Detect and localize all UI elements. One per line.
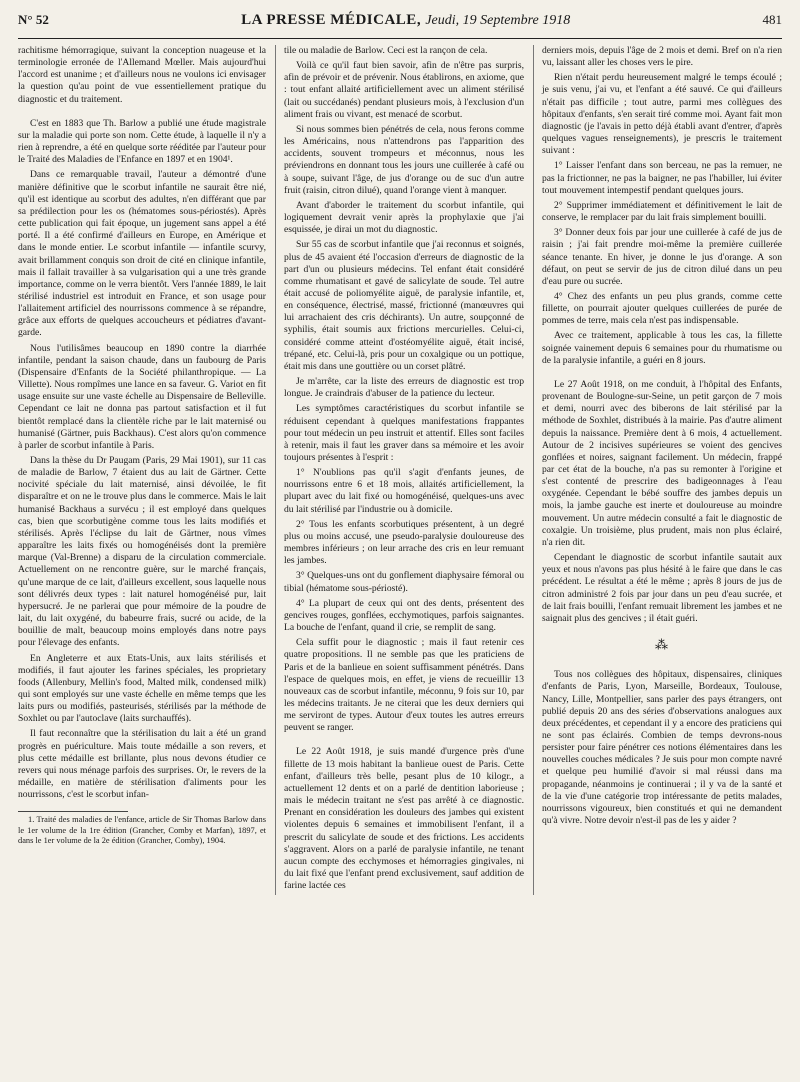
treatment-item: 4° Chez des enfants un peu plus grands, comme cette fillette, on pourrait ajouter quelques cuillerées de purée de pommes de terre, mais cela n'est pas indispensable. [542,290,782,327]
paragraph: Je m'arrête, car la liste des erreurs de diagnostic est trop longue. Je craindrais d'abuser de la patience du lecteur. [284,376,524,400]
section-separator: ⁂ [655,637,669,653]
paragraph: Le 22 Août 1918, je suis mandé d'urgence près d'une fillette de 13 mois habitant la banlieue ouest de Paris. Cette enfant, d'ailleurs très belle, pesant plus de 10 kilogr., a actuellement 12 dents et on a parlé de dentition laborieuse ; mais le médecin traitant ne s'est pas arrêté à ce diagnostic. Prenant en considération les douleurs des jambes qui existent violentes depuis 6 semaines et immobilisent l'enfant, il a prescrit du salicylate de soude et des frictions. Les accidents s'aggravent. Alors on a parlé de paralysie infantile, ne tenant aucun compte des ecchymoses et hémorragies gingivales, ni du lait fixé que l'enfant prend exclusivement, sauf addition de farine lactée ces [284,746,524,892]
paragraph: tile ou maladie de Barlow. Ceci est la rançon de cela. [284,45,488,56]
treatment-item: 2° Supprimer immédiatement et définitivement le lait de conserve, le remplacer par du lait frais simplement bouilli. [542,199,782,224]
symptom-item: 2° Tous les enfants scorbutiques présentent, à un degré plus ou moins accusé, une pseudo-paralysie douloureuse des membres inférieurs ; on leur arrache des cris en leur remuant les jambes. [284,518,524,567]
column-3 [533,45,782,895]
column-2 [275,45,524,895]
page-header [18,12,782,34]
footnote: 1. Traité des maladies de l'enfance, article de Sir Thomas Barlow dans le 1er volume de la 1re édition (Grancher, Comby et Marfan), 1897, et dans le 1er volume de la 2e édition (Grancher, Comby), 1904. [18,815,266,846]
article-columns [18,45,782,895]
paragraph: Nous l'utilisâmes beaucoup en 1890 contre la diarrhée infantile, pendant la saison chaude, dans un faubourg de Paris (Dispensaire d'Enfants de la Société philanthropique. — La Villette). Nous rompîmes une lance en sa faveur. G. Variot en fit usage ensuite sur une vaste échelle au Dispensaire de Belleville. Cependant ce lait ne donna pas partout satisfaction et il fut bientôt remplacé dans la clientèle riche par le lait maternisé ou humanisé (Gärtner, puis Backhaus). C'est alors qu'on commence à parler de scorbut infantile à Paris. [18,342,266,451]
paragraph: Dans ce remarquable travail, l'auteur a démontré d'une manière définitive que le scorbut infantile ne saurait être nié, qu'il est identique au scorbut des adultes, n'en différant que par sa prédilection pour les os (hématomes sous-périostés). Après cette publication qui fait époque, un jugement sans appel a été porté. Il a été confirmé d'ailleurs en Europe, en Amérique et dans le monde entier. Le scorbut infantile — infantile scurvy, avait brillamment conquis son droit de cité en clinique infantile, mais il fallait travailler à sa vulgarisation qui a une très grande importance, comme on le verra bientôt. Vers l'année 1889, le lait stérilisé industriel est introduit en France, et son usage pour l'allaitement artificiel des nourrissons commence à se répandre, grâce aux efforts de quelques accoucheurs et pédiatres d'avant-garde. [18,169,266,339]
paragraph: rachitisme hémorragique, suivant la conception nuageuse et la terminologie erronée de l'Allemand Mœller. Mais aujourd'hui l'accord est unanime ; et d'ailleurs nous ne voulons ici envisager la question qu'au point de vue essentiellement pratique du diagnostic et du traitement. [18,45,266,105]
paragraph: C'est en 1883 que Th. Barlow a publié une étude magistrale sur la maladie qui porte son nom. Cette étude, à laquelle il n'y a rien à reprendre, a été en quelque sorte rééditée par l'auteur pour le Traité des Maladies de l'Enfance en 1897 et en 1904¹. [18,117,266,166]
journal-title [241,12,570,29]
column-1 [18,45,266,895]
paragraph: Tous nos collègues des hôpitaux, dispensaires, cliniques d'enfants de Paris, Lyon, Marseille, Bordeaux, Toulouse, Nancy, Lille, Montpellier, sans parler des pays étrangers, ont publié depuis 20 ans des séries d'observations analogues aux deux précédentes, et cependant il y a encore des praticiens qui ne sont pas éclairés. Combien de temps devrons-nous persister pour faire pénétrer ces notions élémentaires dans les nouvelles couches médicales ? Je suis pour mon compte navré et quelque peu humilié d'avoir si mal réussi dans ma propagande, néanmoins je continuerai ; il y va de la santé et de la vie d'une catégorie trop intéressante de petits malades, nourrissons vigoureux, bien constitués et qui ne demandent qu'à vivre. Notre devoir n'est-il pas de les y aider ? [542,669,782,827]
paragraph: derniers mois, depuis l'âge de 2 mois et demi. Bref on n'a rien vu, laissant aller les choses vers le pire. [542,45,782,69]
symptom-item: 1° N'oublions pas qu'il s'agit d'enfants jeunes, de nourrissons entre 6 et 18 mois, allaités artificiellement, la plupart avec du lait fixé ou homogénéisé, quelques-uns avec du lait stérilisé par l'industrie ou à domicile. [284,467,524,515]
treatment-item: 3° Donner deux fois par jour une cuillerée à café de jus de raisin ; j'ai fait prendre moi-même la première cuillerée séance tenante. En hiver, je donne le jus d'orange. A son défaut, on peut se servir de jus de citron dilué dans un peu d'eau pure ou sucrée. [542,227,782,287]
paragraph: Cependant le diagnostic de scorbut infantile sautait aux yeux et nous n'avons pas plus hésité à le faire que dans le cas précédent. Le résultat a été le même ; après 8 jours de jus de citron administré 2 fois par jour dans un peu d'eau sucrée, et de lait frais bouilli, l'enfant remuait librement les jambes et ne saignait plus des gencives ; il était guéri. [542,552,782,624]
paragraph: En Angleterre et aux Etats-Unis, aux laits stérilisés et modifiés, il faut ajouter les farines spéciales, les proprietary foods (Allenbury, Mellin's food, Malted milk, condensed milk) qui sont employés sur une vaste échelle en même temps que les laits purs ou modifiés, pasteurisés, stérilisés par la méthode de Soxhlet ou par l'autoclave (laits surchauffés). [18,652,266,725]
page-number: 481 [762,12,782,27]
paragraph: Il faut reconnaître que la stérilisation du lait a été un grand progrès en puériculture. Mais toute médaille a son revers, et plus cette médaille est brillante, plus nous devons étudier ce revers qui nous ménage parfois des surprises. Or, le revers de la médaille, en matière de stérilisation d'aliments pour les nourrissons, c'est le scorbut infan- [18,728,266,801]
symptom-item: 4° La plupart de ceux qui ont des dents, présentent des gencives rouges, gonflées, ecchymotiques, parfois saignantes. La bouche de l'enfant, quand il crie, se remplit de sang. [284,597,524,634]
paragraph: Sur 55 cas de scorbut infantile que j'ai reconnus et soignés, plus de 45 avaient été l'occasion d'erreurs de diagnostic de la part d'un ou plusieurs médecins. Tel enfant était considéré comme rhumatisant et gavé de salicylate de soude. Tel autre était accusé de poliomyélite aiguë, de paralysie infantile, et, en conséquence, électrisé, massé, frictionné (manœuvres qui lui arrachaient des cris déchirants). Un autre, soupçonné de syphilis, était soumis aux frictions mercurielles. Celui-ci, considéré comme atteint d'ostéomyélite aiguë, était incisé, trépané, etc. Celui-là, pris pour un coxalgique ou un pottique, était mis dans une gouttière ou un corset plâtré. [284,239,524,372]
footnote-rule [18,811,128,812]
paragraph: Si nous sommes bien pénétrés de cela, nous ferons comme les Américains, nous n'attendrons pas l'apparition des accidents, souvent trompeurs et méconnus, nous les préviendrons en donnant tous les jours une cuillerée à café ou à soupe, suivant l'âge, de jus d'orange ou de suc d'un autre fruit (raisin, citron dilué), quand l'orange vient à manquer. [284,123,524,196]
symptom-item: 3° Quelques-uns ont du gonflement diaphysaire fémoral ou tibial (hématome sous-périosté). [284,570,524,594]
paragraph: Le 27 Août 1918, on me conduit, à l'hôpital des Enfants, provenant de Boulogne-sur-Seine, un petit garçon de 7 mois et demi, nourri avec des biberons de lait stérilisé par la méthode de Soxhlet, distribués à la mairie. Pas d'autre aliment depuis la naissance. Première dent à 6 mois, 4 actuellement. Autour de 2 incisives supérieures se voient des gencives gonflées et noires, saignant facilement. Un médecin, frappé par cet état de la bouche, n'a pas su remonter à l'origine et s'est contenté de prescrire des badigeonnages à l'eau oxygénée. Cependant le bébé souffre des jambes depuis un mois, la jambe gauche est inerte et douloureuse au moindre mouvement. Un autre médecin consulté a fait le diagnostic de coxalgie. Un troisième, plus prudent, mais non plus éclairé, n'a rien dit. [542,378,782,548]
issue-date: Jeudi, 19 Septembre 1918 [425,13,571,28]
paragraph: Avant d'aborder le traitement du scorbut infantile, qui logiquement devrait venir après la prophylaxie que j'ai esquissée, je dirai un mot du diagnostic. [284,199,524,236]
issue-number: N° 52 [18,12,49,27]
treatment-item: 1° Laisser l'enfant dans son berceau, ne pas la remuer, ne pas la frictionner, ne pas la baigner, ne pas l'habiller, lui éviter tout mouvement intempestif pendant quelques jours. [542,160,782,196]
paragraph: Rien n'était perdu heureusement malgré le temps écoulé ; je suis venu, j'ai vu, et l'enfant a été sauvé. Ce qui d'ailleurs n'était pas difficile ; tout autre, parmi mes collègues des hôpitaux d'enfants, s'en serait tiré comme moi. Ayant fait mon diagnostic (je l'avais in petto déjà établi avant d'entrer, d'après quelques vagues renseignements), je prescris le traitement suivant : [542,72,782,157]
journal-name: LA PRESSE MÉDICALE, [241,12,422,28]
paragraph: Voilà ce qu'il faut bien savoir, afin de n'être pas surpris, afin de prévoir et de prévenir. Nous établirons, en axiome, que : tout enfant allaité artificiellement avec un aliment stérilisé (lait ou succédanés) pendant plusieurs mois, à l'exclusion d'un aliment frais ou vivant, est menacé de scorbut. [284,60,524,120]
paragraph: Cela suffit pour le diagnostic ; mais il faut retenir ces quatre propositions. Il ne semble pas que les praticiens de Paris et de la banlieue en soient suffisamment pénétrés. Dans l'espace de quelques mois, en effet, je viens de recueillir 13 nouveaux cas de scorbut infantile, méconnu, 9 fois sur 10, par les médecins traitants. Je ne citerai que les deux derniers qui me serviront de types. Autour d'eux toutes les autres erreurs peuvent se ranger. [284,637,524,734]
paragraph: Dans la thèse du Dr Paugam (Paris, 29 Mai 1901), sur 11 cas de maladie de Barlow, 7 étaient dus au lait de Gärtner. Cette nocivité spéciale du lait maternisé, ainsi dévoilée, le fit disparaître et on ne le trouve plus dans le commerce. Mais le lait humanisé Backhaus a survécu ; il est employé dans quelques cas, bien que scorbutigène comme tous les laits modifiés et stérilisés. Après l'éclipse du lait de Gärtner, nous vîmes apparaître les laits fixés ou homogénéisés dont la première marque (Val-Brenne) a disparu de la circulation commerciale. Actuellement on ne rencontre guère, sur le marché français, qu'une marque de ce lait, d'ailleurs excellent, sous laquelle nous sont délivrés deux types : lait naturel homogénéisé pur, lait hypersucré. Je ne parlerai que pour mémoire de la poudre de lait, du lait oxygéné, du babeurre frais, sucré ou acide, de la bouillie de malt, beaucoup moins employés dans notre pays pour l'élevage des enfants. [18,455,266,649]
paragraph: Avec ce traitement, applicable à tous les cas, la fillette soignée vainement depuis 6 semaines pour du rhumatisme ou de la paralysie infantile, a guéri en 8 jours. [542,330,782,366]
header-rule [18,38,782,39]
paragraph: Les symptômes caractéristiques du scorbut infantile se réduisent cependant à quelques manifestations frappantes pour tout médecin un peu instruit et attentif. Elles sont faciles à retenir, mais il faut les graver dans sa mémoire et les avoir toujours présentes à l'esprit : [284,403,524,463]
